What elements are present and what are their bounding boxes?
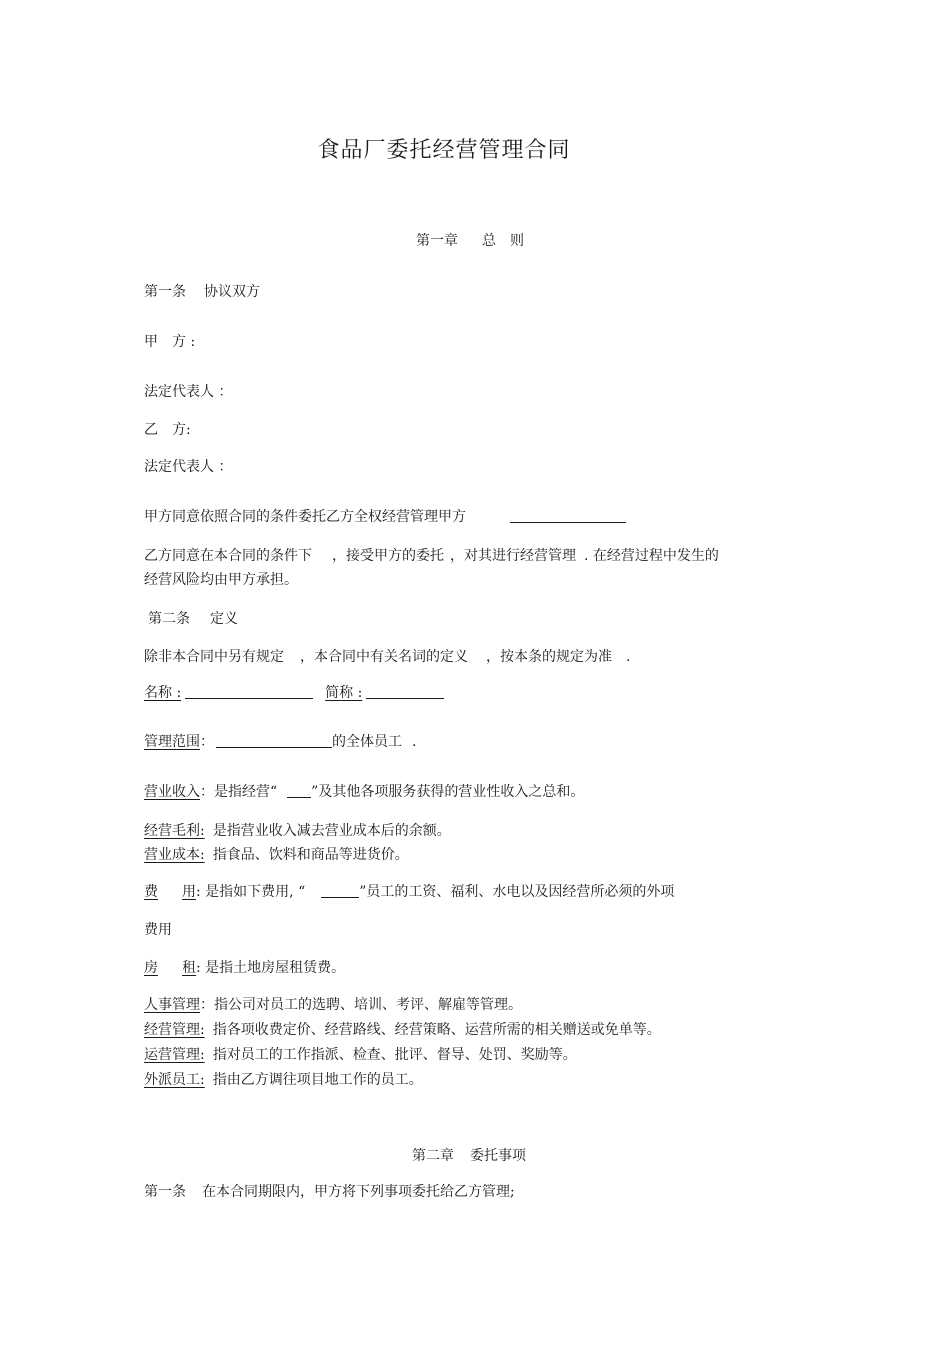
business-management-label: 经营管理: (144, 1022, 205, 1038)
chapter-1-number: 第一章 (416, 233, 458, 249)
acceptance-line-1 (144, 546, 719, 566)
chapter-2-article-1 (144, 1182, 515, 1202)
expense-label: 费 用 (144, 884, 196, 900)
definition-intro-1: 除非本合同中另有规定 (144, 649, 284, 665)
rent-definition (144, 958, 345, 978)
short-name-label: 简称 : (325, 685, 363, 701)
party-b-field: 乙 方: (144, 422, 191, 438)
gross-profit-definition (144, 821, 451, 841)
management-scope-colon: ： (200, 734, 214, 750)
name-row (144, 683, 444, 703)
revenue-blank (287, 783, 311, 798)
rent-text: : 是指土地房屋租赁费。 (196, 960, 346, 976)
management-scope-blank (216, 733, 332, 748)
revenue-text-post: ”及其他各项服务获得的营业性收入之总和。 (311, 784, 585, 800)
short-name-blank (366, 684, 444, 699)
hr-definition (144, 995, 522, 1015)
business-management-definition (144, 1020, 661, 1040)
chapter-1-heading (416, 231, 524, 251)
expense-continuation: 费用 (144, 922, 172, 938)
definition-intro-4: . (626, 649, 631, 665)
entrust-paragraph (144, 507, 626, 527)
dispatched-staff-text: 指由乙方调往项目地工作的员工。 (212, 1072, 423, 1088)
chapter-2-article-1-number: 第一条 (144, 1184, 186, 1200)
chapter-1-name: 总 则 (482, 233, 524, 249)
name-blank (185, 684, 313, 699)
name-label: 名称 : (144, 685, 182, 701)
expense-blank (321, 883, 359, 898)
acceptance-clause-4: . 在经营过程中发生的 (584, 548, 719, 564)
rent-label: 房 租 (144, 960, 196, 976)
revenue-text-pre: 是指经营“ (214, 784, 278, 800)
revenue-definition (144, 782, 584, 802)
operating-cost-text: 指食品、饮料和商品等进货价。 (212, 847, 409, 863)
article-2-name: 定义 (210, 611, 238, 627)
expense-definition (144, 882, 674, 902)
operating-cost-definition (144, 845, 409, 865)
article-2-number: 第二条 (148, 611, 190, 627)
dispatched-staff-label: 外派员工: (144, 1072, 205, 1088)
hr-colon: ： (200, 997, 214, 1013)
management-scope-end: . (412, 734, 417, 750)
definition-intro-3: ，按本条的规定为准 (486, 649, 612, 665)
hr-label: 人事管理 (144, 997, 200, 1013)
acceptance-clause-1: 乙方同意在本合同的条件下 (144, 548, 312, 564)
article-1-name: 协议双方 (204, 284, 260, 300)
acceptance-clause-2: ，接受甲方的委托 (332, 548, 444, 564)
legal-rep-b-field: 法定代表人 ： (144, 459, 233, 475)
chapter-2-number: 第二章 (412, 1148, 454, 1164)
dispatched-staff-definition (144, 1070, 423, 1090)
party-a-field: 甲 方 : (144, 334, 196, 350)
acceptance-clause-3: ，对其进行经营管理 (450, 548, 576, 564)
chapter-2-article-1-text: 在本合同期限内，甲方将下列事项委托给乙方管理; (202, 1184, 515, 1200)
expense-text-post: ”员工的工资、福利、水电以及因经营所必须的外项 (359, 884, 675, 900)
article-1-heading (144, 282, 260, 302)
gross-profit-label: 经营毛利: (144, 823, 205, 839)
hr-text: 指公司对员工的选聘、培训、考评、解雇等管理。 (214, 997, 522, 1013)
chapter-2-name: 委托事项 (470, 1148, 526, 1164)
chapter-2-heading (412, 1146, 526, 1166)
entrust-text: 甲方同意依照合同的条件委托乙方全权经营管理甲方 (144, 509, 466, 525)
legal-rep-a-field: 法定代表人 ： (144, 384, 233, 400)
gross-profit-text: 是指营业收入减去营业成本后的余额。 (212, 823, 451, 839)
definition-intro (144, 647, 630, 667)
operating-cost-label: 营业成本: (144, 847, 205, 863)
business-management-text: 指各项收费定价、经营路线、经营策略、运营所需的相关赠送或免单等。 (212, 1022, 661, 1038)
entrust-blank (510, 508, 626, 523)
revenue-colon: ： (200, 784, 214, 800)
definition-intro-2: ，本合同中有关名词的定义 (300, 649, 468, 665)
article-2-heading (148, 609, 238, 629)
management-scope-suffix: 的全体员工 (332, 734, 402, 750)
operations-management-label: 运营管理: (144, 1047, 205, 1063)
acceptance-line-2: 经营风险均由甲方承担。 (144, 572, 298, 588)
revenue-label: 营业收入 (144, 784, 200, 800)
expense-text-pre: : 是指如下费用, “ (196, 884, 306, 900)
operations-management-text: 指对员工的工作指派、检查、批评、督导、处罚、奖励等。 (212, 1047, 577, 1063)
operations-management-definition (144, 1045, 577, 1065)
management-scope-row (144, 732, 416, 752)
management-scope-label: 管理范围 (144, 734, 200, 750)
document-title: 食品厂委托经营管理合同 (317, 138, 571, 163)
article-1-number: 第一条 (144, 284, 186, 300)
